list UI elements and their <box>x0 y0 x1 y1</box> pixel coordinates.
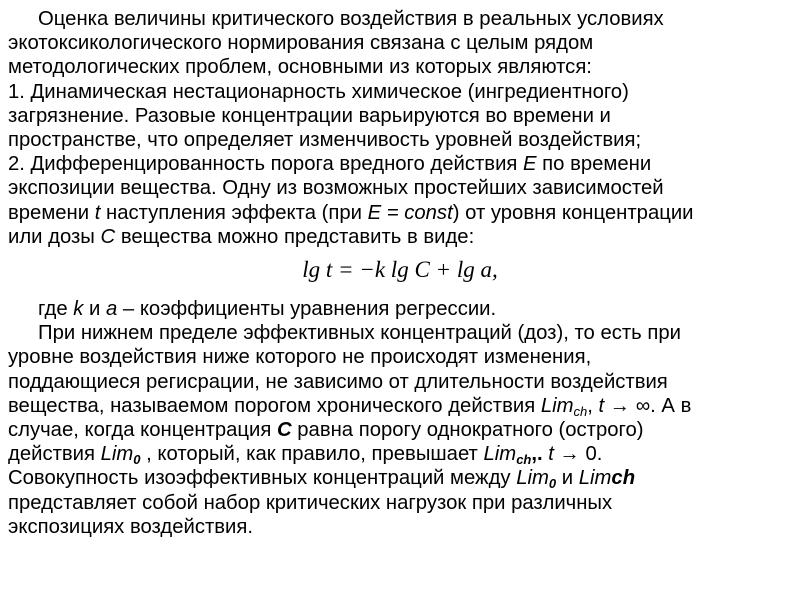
symbol-a: а <box>105 298 118 321</box>
paragraph-threshold-line-9: экспозициях воздействия. <box>8 515 253 538</box>
symbol-t: t <box>598 394 605 417</box>
text-run: ) от уровня концентрации <box>452 201 694 224</box>
symbol-t: t <box>94 201 101 224</box>
symbol-ch-bold: ch <box>611 467 636 490</box>
symbol-lim: Lim <box>100 443 134 466</box>
text-run: действия <box>8 443 101 466</box>
paragraph-intro-line-2: экотоксикологического нормирования связана с целым рядом <box>8 32 594 55</box>
text-run: вещества, называемом порогом хронического действия <box>8 394 541 417</box>
text-run: по времени <box>536 153 652 176</box>
text-run: наступления эффекта (при <box>100 201 368 224</box>
list-item-1-line-3: пространстве, что определяет изменчивость уровней воздействия; <box>8 129 642 152</box>
paragraph-threshold-line-2: уровне воздействия ниже которого не происходят изменения, <box>8 346 592 369</box>
paragraph-threshold-line-6 <box>8 442 798 466</box>
symbol-c: С <box>100 225 116 248</box>
regression-formula: lg t = −k lg C + lg a, <box>302 257 498 283</box>
text-run: вещества можно представить в виде: <box>115 225 475 248</box>
list-item-1-line-2: загрязнение. Разовые концентрации варьируются во времени и <box>8 104 611 127</box>
text-run: – коэффициенты уравнения регрессии. <box>117 298 497 321</box>
symbol-lim: Lim <box>578 467 612 490</box>
symbol-c-bold: С <box>276 419 292 442</box>
text-run: 2. Дифференцированность порога вредного действия <box>8 153 524 176</box>
symbol-lim: Lim <box>540 394 574 417</box>
list-item-1-line-1: 1. Динамическая нестационарность химическое (ингредиентного) <box>8 80 629 103</box>
symbol-e-const: E = const <box>367 201 453 224</box>
text-run: → 0. <box>553 443 603 466</box>
symbol-lim: Lim <box>483 443 517 466</box>
paragraph-threshold-line-7 <box>8 466 798 490</box>
document-page <box>8 7 798 539</box>
paragraph-intro-line-3: методологических проблем, основными из которых являются: <box>8 56 592 79</box>
text-run: или дозы <box>8 225 101 248</box>
list-item-2-line-4 <box>8 225 798 249</box>
paragraph-threshold-line-1: При нижнем пределе эффективных концентраций (доз), то есть при <box>38 322 681 345</box>
list-item-2-line-2: экспозиции вещества. Одну из возможных простейших зависимостей <box>8 177 664 200</box>
text-run: → ∞. А в <box>604 394 692 417</box>
text-run: Совокупность изоэффективных концентраций между <box>8 467 517 490</box>
paragraph-threshold-line-5 <box>8 418 798 442</box>
text-run: ,. <box>531 443 549 466</box>
symbol-lim: Lim <box>516 467 549 490</box>
symbol-e: Е <box>523 153 537 176</box>
text-run: и <box>556 467 579 490</box>
text-run: , который, как правило, превышает <box>140 443 484 466</box>
paragraph-intro-line-1: Оценка величины критического воздействия в реальных условиях <box>38 8 664 30</box>
text-run: и <box>83 298 106 321</box>
coefficients-line <box>8 297 798 321</box>
text-run: равна порогу однократного (острого) <box>291 419 644 442</box>
list-item-2-line-1 <box>8 152 798 176</box>
subscript-ch: ch <box>573 403 588 419</box>
text-run: случае, когда концентрация <box>8 419 277 442</box>
paragraph-threshold-line-8: представляет собой набор критических нагрузок при различных <box>8 491 613 514</box>
text-run: где <box>38 298 74 321</box>
symbol-t: t <box>548 443 554 466</box>
subscript-0: 0 <box>133 452 141 468</box>
subscript-0: 0 <box>548 476 557 492</box>
list-item-2-line-3 <box>8 201 798 225</box>
text-run: времени <box>8 201 95 224</box>
paragraph-threshold-line-3: поддающиеся регисрации, не зависимо от длительности воздействия <box>8 370 668 393</box>
symbol-k: k <box>73 298 84 321</box>
paragraph-threshold-line-4 <box>8 394 798 418</box>
text-run: , <box>587 394 599 417</box>
subscript-ch: ch <box>516 452 532 468</box>
